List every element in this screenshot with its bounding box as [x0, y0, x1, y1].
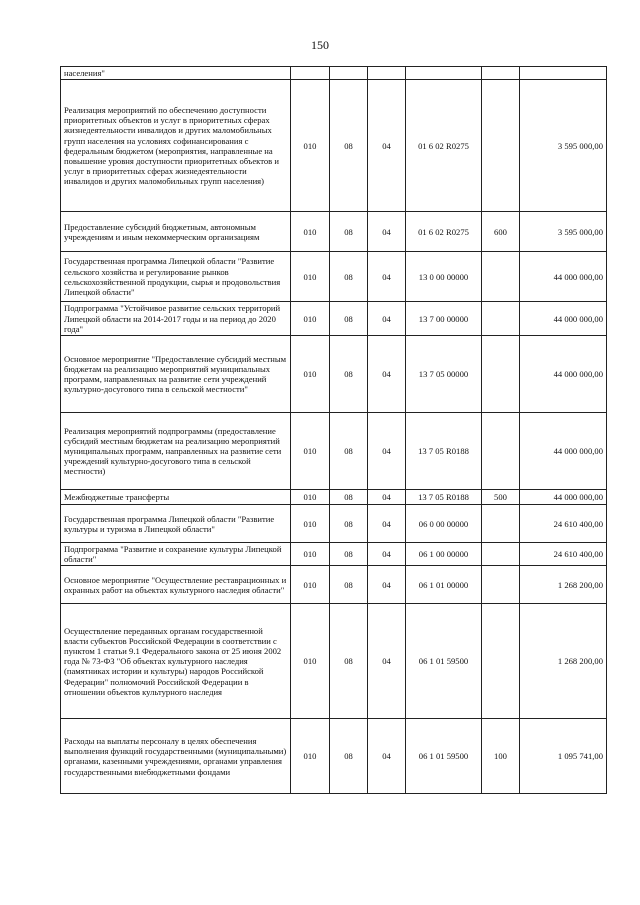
cell-expense [482, 543, 520, 566]
table-row [61, 67, 607, 80]
table-row [61, 566, 607, 604]
table-row [61, 336, 607, 413]
cell-subsection: 04 [368, 566, 406, 604]
cell-name: Предоставление субсидий бюджетным, автономным учреждениям и иным некоммерческим организациям [61, 212, 291, 252]
cell-ministry: 010 [291, 336, 330, 413]
cell-ministry: 010 [291, 543, 330, 566]
cell-name: населения" [61, 67, 291, 80]
cell-expense [482, 604, 520, 719]
cell-subsection: 04 [368, 413, 406, 490]
cell-section: 08 [330, 80, 368, 212]
table-row [61, 80, 607, 212]
cell-ministry: 010 [291, 604, 330, 719]
cell-amount: 1 095 741,00 [520, 719, 607, 794]
cell-section: 08 [330, 413, 368, 490]
table-row [61, 604, 607, 719]
cell-subsection: 04 [368, 604, 406, 719]
cell-subsection: 04 [368, 80, 406, 212]
cell-target: 13 7 05 R0188 [406, 490, 482, 505]
cell-expense [482, 67, 520, 80]
cell-section: 08 [330, 252, 368, 302]
table-row [61, 490, 607, 505]
cell-expense [482, 505, 520, 543]
cell-section: 08 [330, 566, 368, 604]
cell-name: Основное мероприятие "Предоставление субсидий местным бюджетам на реализацию мероприятий муниципальных программ, направленных на развитие сети учреждений культурно-досугового типа в сельской местности" [61, 336, 291, 413]
cell-amount: 1 268 200,00 [520, 604, 607, 719]
cell-amount: 44 000 000,00 [520, 490, 607, 505]
cell-expense [482, 413, 520, 490]
cell-expense [482, 80, 520, 212]
cell-amount: 3 595 000,00 [520, 80, 607, 212]
cell-subsection: 04 [368, 252, 406, 302]
cell-subsection: 04 [368, 336, 406, 413]
cell-subsection: 04 [368, 302, 406, 336]
cell-ministry: 010 [291, 80, 330, 212]
cell-subsection: 04 [368, 212, 406, 252]
cell-expense: 600 [482, 212, 520, 252]
cell-amount: 44 000 000,00 [520, 336, 607, 413]
page-number: 150 [311, 38, 329, 52]
table-row [61, 719, 607, 794]
cell-ministry: 010 [291, 252, 330, 302]
cell-amount: 1 268 200,00 [520, 566, 607, 604]
table-row [61, 302, 607, 336]
cell-ministry [291, 67, 330, 80]
cell-target: 13 7 05 00000 [406, 336, 482, 413]
cell-subsection: 04 [368, 505, 406, 543]
table-row [61, 505, 607, 543]
cell-section [330, 67, 368, 80]
cell-name: Подпрограмма "Устойчивое развитие сельских территорий Липецкой области на 2014-2017 годы и на период до 2020 года" [61, 302, 291, 336]
cell-target: 13 7 00 00000 [406, 302, 482, 336]
budget-table [60, 66, 607, 794]
cell-section: 08 [330, 505, 368, 543]
cell-target: 06 0 00 00000 [406, 505, 482, 543]
table-row [61, 543, 607, 566]
table-row [61, 413, 607, 490]
cell-amount: 44 000 000,00 [520, 252, 607, 302]
cell-name: Основное мероприятие "Осуществление реставрационных и охранных работ на объектах культурного наследия области" [61, 566, 291, 604]
cell-subsection: 04 [368, 490, 406, 505]
cell-expense [482, 302, 520, 336]
cell-subsection: 04 [368, 543, 406, 566]
cell-name: Государственная программа Липецкой области "Развитие сельского хозяйства и регулирование рынков сельскохозяйственной продукции, сырья и продовольствия Липецкой области" [61, 252, 291, 302]
cell-expense [482, 336, 520, 413]
cell-name: Государственная программа Липецкой области "Развитие культуры и туризма в Липецкой области" [61, 505, 291, 543]
cell-ministry: 010 [291, 302, 330, 336]
cell-target: 01 6 02 R0275 [406, 80, 482, 212]
cell-subsection [368, 67, 406, 80]
cell-section: 08 [330, 604, 368, 719]
cell-target: 06 1 00 00000 [406, 543, 482, 566]
cell-expense: 500 [482, 490, 520, 505]
cell-ministry: 010 [291, 719, 330, 794]
cell-ministry: 010 [291, 212, 330, 252]
cell-amount [520, 67, 607, 80]
cell-target: 01 6 02 R0275 [406, 212, 482, 252]
cell-target: 06 1 01 59500 [406, 719, 482, 794]
cell-section: 08 [330, 543, 368, 566]
cell-section: 08 [330, 336, 368, 413]
cell-name: Реализация мероприятий по обеспечению доступности приоритетных объектов и услуг в приоритетных сферах жизнедеятельности инвалидов и других маломобильных групп населения на условиях софинансирования с федеральным бюджетом (мероприятия, направленные на повышение уровня доступности приоритетных объектов и услуг в приоритетных сферах жизнедеятельности инвалидов и других маломобильных групп населения) [61, 80, 291, 212]
cell-expense: 100 [482, 719, 520, 794]
cell-target [406, 67, 482, 80]
cell-target: 13 0 00 00000 [406, 252, 482, 302]
cell-ministry: 010 [291, 566, 330, 604]
table-row [61, 212, 607, 252]
cell-amount: 44 000 000,00 [520, 302, 607, 336]
cell-section: 08 [330, 212, 368, 252]
cell-amount: 24 610 400,00 [520, 543, 607, 566]
cell-amount: 44 000 000,00 [520, 413, 607, 490]
cell-target: 06 1 01 00000 [406, 566, 482, 604]
cell-name: Осуществление переданных органам государственной власти субъектов Российской Федерации в соответствии с пунктом 1 статьи 9.1 Федерального закона от 25 июня 2002 года № 73-ФЗ "Об объектах культурного наследия (памятниках истории и культуры) народов Российской Федерации" полномочий Российской Федерации в отношении объектов культурного наследия [61, 604, 291, 719]
cell-amount: 3 595 000,00 [520, 212, 607, 252]
cell-section: 08 [330, 719, 368, 794]
cell-expense [482, 566, 520, 604]
cell-name: Межбюджетные трансферты [61, 490, 291, 505]
cell-ministry: 010 [291, 490, 330, 505]
cell-section: 08 [330, 490, 368, 505]
cell-target: 13 7 05 R0188 [406, 413, 482, 490]
cell-section: 08 [330, 302, 368, 336]
cell-name: Реализация мероприятий подпрограммы (предоставление субсидий местным бюджетам на реализацию мероприятий муниципальных программ, направленных на развитие сети учреждений культурно-досугового типа в сельской местности) [61, 413, 291, 490]
cell-name: Расходы на выплаты персоналу в целях обеспечения выполнения функций государственными (муниципальными) органами, казенными учреждениями, органами управления государственными внебюджетными фондами [61, 719, 291, 794]
cell-name: Подпрограмма "Развитие и сохранение культуры Липецкой области" [61, 543, 291, 566]
cell-amount: 24 610 400,00 [520, 505, 607, 543]
cell-target: 06 1 01 59500 [406, 604, 482, 719]
cell-expense [482, 252, 520, 302]
cell-subsection: 04 [368, 719, 406, 794]
cell-ministry: 010 [291, 505, 330, 543]
cell-ministry: 010 [291, 413, 330, 490]
table-row [61, 252, 607, 302]
budget-table-body [61, 67, 607, 794]
